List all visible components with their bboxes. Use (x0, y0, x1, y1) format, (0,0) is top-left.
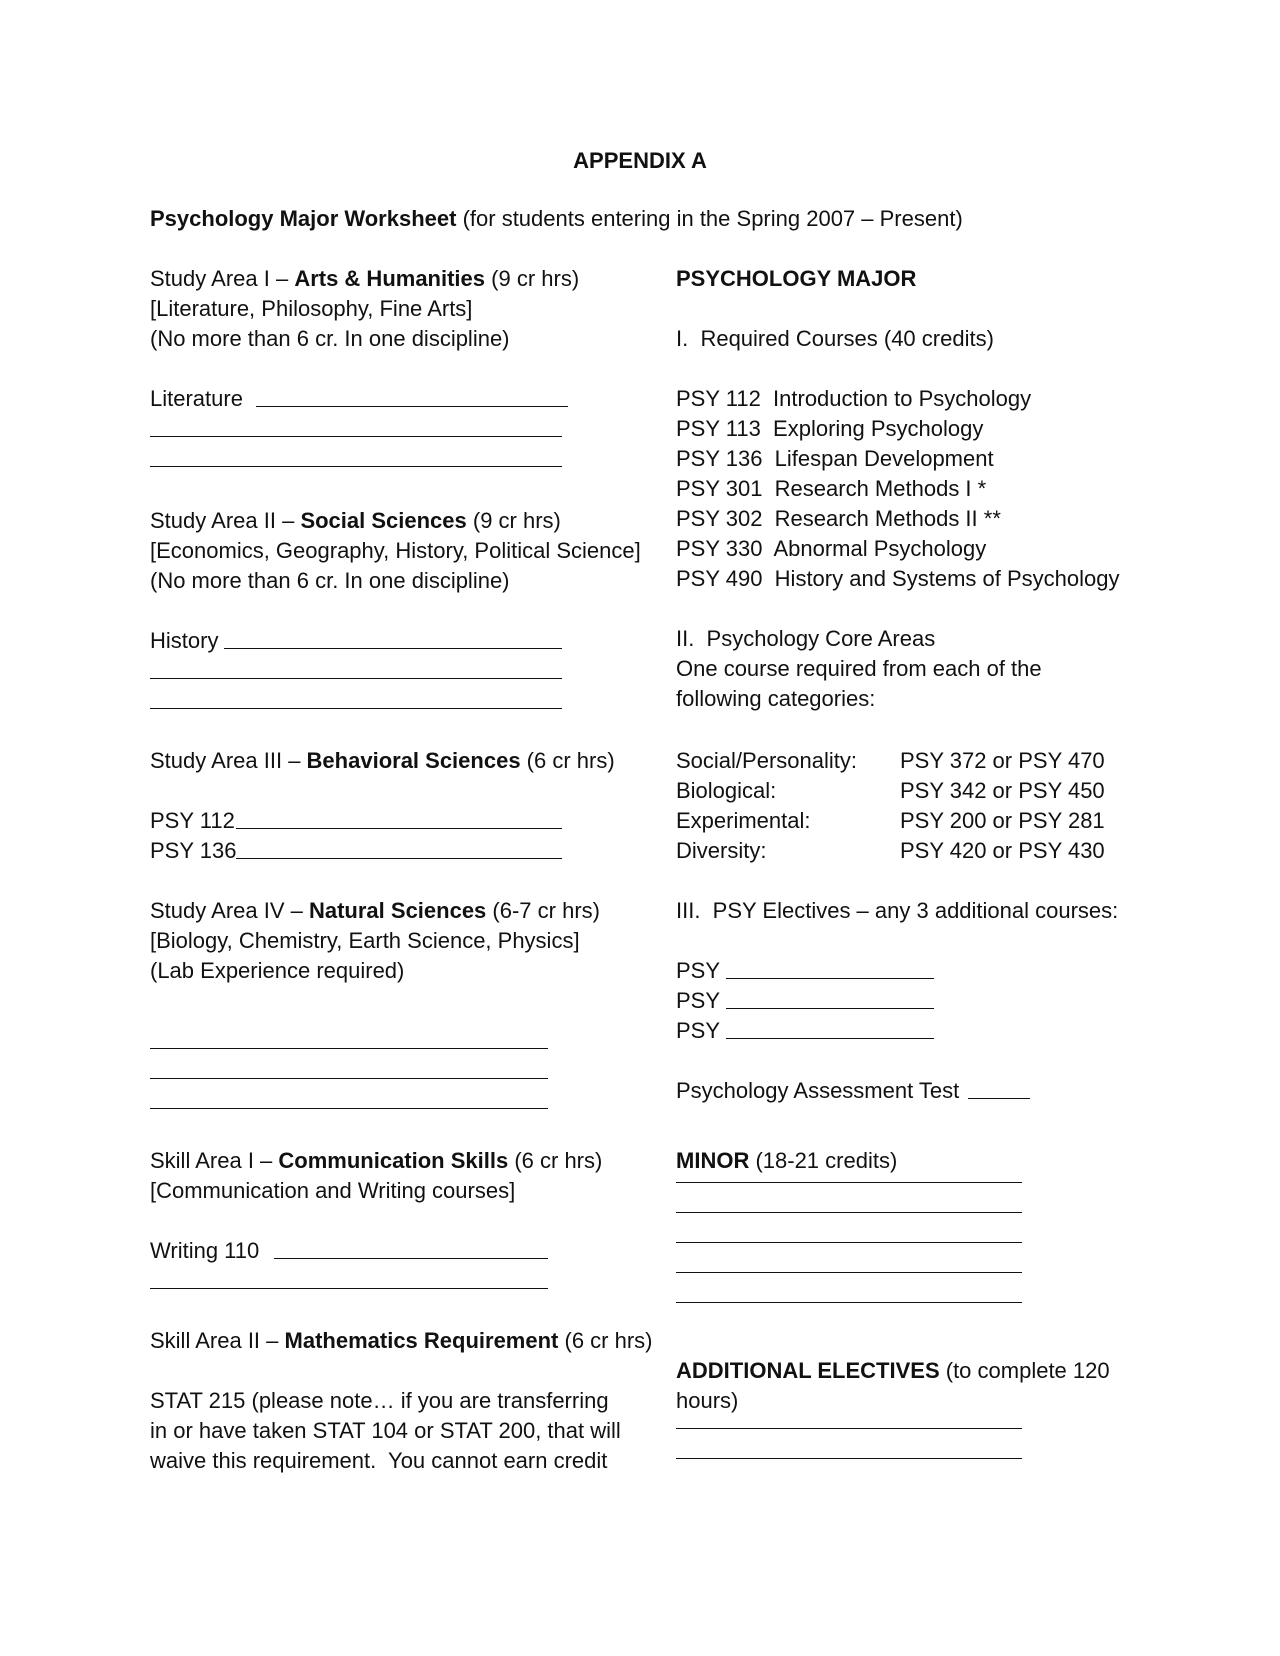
stat-note-line3: waive this requirement. You cannot earn credit (150, 1448, 608, 1473)
literature-label: Literature (150, 386, 250, 411)
sa4-blank-3[interactable] (150, 1108, 548, 1109)
study-area-2-heading (150, 506, 561, 536)
additional-electives-line2: hours) (676, 1388, 739, 1413)
sa2-line1: [Economics, Geography, History, Political Science] (150, 538, 641, 563)
additional-electives-heading (676, 1356, 1110, 1386)
sa1-blank-2[interactable] (150, 436, 562, 437)
study-area-3-heading (150, 746, 615, 776)
study-area-1-heading (150, 264, 579, 294)
sk2-name: Mathematics Requirement (284, 1328, 559, 1353)
psychology-major-title: PSYCHOLOGY MAJOR (676, 266, 917, 291)
psy-elective-label: PSY (676, 988, 721, 1013)
required-course-5: PSY 302 Research Methods II ** (676, 506, 1001, 531)
skill-area-1-heading (150, 1146, 602, 1176)
sa4-name: Natural Sciences (308, 898, 487, 923)
electives-title: III. PSY Electives – any 3 additional courses: (676, 898, 1119, 923)
addl-title: ADDITIONAL ELECTIVES (676, 1358, 940, 1383)
sa2-line2: (No more than 6 cr. In one discipline) (150, 568, 510, 593)
history-label: History (150, 628, 219, 653)
minor-heading (676, 1146, 897, 1176)
sa2-blank-2[interactable] (150, 678, 562, 679)
sa3-hours: (6 cr hrs) (520, 748, 615, 773)
minor-blank[interactable] (676, 1182, 1022, 1183)
worksheet-title (150, 204, 963, 234)
psy-elective-blank[interactable] (726, 1008, 934, 1009)
sa2-prefix: Study Area II – (150, 508, 301, 533)
required-course-2: PSY 113 Exploring Psychology (676, 416, 984, 441)
core-area-name: Biological: (676, 778, 777, 803)
sk1-name: Communication Skills (278, 1148, 509, 1173)
sa4-line1: [Biology, Chemistry, Earth Science, Physics] (150, 928, 580, 953)
core-area-courses: PSY 372 or PSY 470 (900, 748, 1105, 773)
writing110-blank[interactable] (274, 1258, 548, 1259)
assessment-test-label: Psychology Assessment Test (676, 1078, 966, 1103)
core-area-name: Social/Personality: (676, 748, 857, 773)
sa1-prefix: Study Area I – (150, 266, 295, 291)
stat-note-line2: in or have taken STAT 104 or STAT 200, that will (150, 1418, 621, 1443)
sa4-hours: (6-7 cr hrs) (486, 898, 600, 923)
required-course-6: PSY 330 Abnormal Psychology (676, 536, 987, 561)
additional-elective-blank[interactable] (676, 1428, 1022, 1429)
core-areas-line1: One course required from each of the (676, 656, 1042, 681)
psy112-label: PSY 112 (150, 808, 241, 833)
sa4-blank-2[interactable] (150, 1078, 548, 1079)
psy136-label: PSY 136 (150, 838, 243, 863)
minor-blank[interactable] (676, 1272, 1022, 1273)
sa3-name: Behavioral Sciences (306, 748, 521, 773)
required-course-4: PSY 301 Research Methods I * (676, 476, 987, 501)
sa4-line2: (Lab Experience required) (150, 958, 405, 983)
sk1-hours: (6 cr hrs) (508, 1148, 603, 1173)
psy-elective-blank[interactable] (726, 978, 934, 979)
literature-blank[interactable] (256, 406, 568, 407)
core-area-courses: PSY 420 or PSY 430 (900, 838, 1105, 863)
sa1-line1: [Literature, Philosophy, Fine Arts] (150, 296, 473, 321)
writing110-label: Writing 110 (150, 1238, 266, 1263)
psy-elective-blank[interactable] (726, 1038, 934, 1039)
sa4-blank-1[interactable] (150, 1048, 548, 1049)
core-area-name: Diversity: (676, 838, 767, 863)
appendix-title: APPENDIX A (573, 148, 707, 173)
sk1-blank-2[interactable] (150, 1288, 548, 1289)
core-area-courses: PSY 200 or PSY 281 (900, 808, 1105, 833)
sa2-name: Social Sciences (300, 508, 467, 533)
minor-title: MINOR (676, 1148, 750, 1173)
psy-elective-label: PSY (676, 1018, 721, 1043)
history-blank[interactable] (224, 648, 562, 649)
sa2-hours: (9 cr hrs) (466, 508, 561, 533)
minor-blank[interactable] (676, 1302, 1022, 1303)
core-area-courses: PSY 342 or PSY 450 (900, 778, 1105, 803)
core-area-name: Experimental: (676, 808, 811, 833)
minor-blank[interactable] (676, 1212, 1022, 1213)
psy-elective-label: PSY (676, 958, 721, 983)
assessment-test-blank[interactable] (968, 1098, 1030, 1099)
sa1-blank-3[interactable] (150, 466, 562, 467)
stat-note-line1: STAT 215 (please note… if you are transferring (150, 1388, 609, 1413)
sk2-hours: (6 cr hrs) (558, 1328, 653, 1353)
minor-blank[interactable] (676, 1242, 1022, 1243)
sk1-line1: [Communication and Writing courses] (150, 1178, 516, 1203)
addl-rest1: (to complete 120 (939, 1358, 1110, 1383)
worksheet-title-bold: Psychology Major Worksheet (150, 206, 457, 231)
required-courses-title: I. Required Courses (40 credits) (676, 326, 994, 351)
sa1-hours: (9 cr hrs) (485, 266, 580, 291)
sa2-blank-3[interactable] (150, 708, 562, 709)
sa3-prefix: Study Area III – (150, 748, 307, 773)
sa1-name: Arts & Humanities (294, 266, 486, 291)
required-course-3: PSY 136 Lifespan Development (676, 446, 994, 471)
skill-area-2-heading (150, 1326, 653, 1356)
study-area-4-heading (150, 896, 600, 926)
core-areas-title: II. Psychology Core Areas (676, 626, 936, 651)
psy112-blank[interactable] (236, 828, 562, 829)
minor-credits: (18-21 credits) (749, 1148, 898, 1173)
sa1-line2: (No more than 6 cr. In one discipline) (150, 326, 510, 351)
sa4-prefix: Study Area IV – (150, 898, 309, 923)
additional-elective-blank[interactable] (676, 1458, 1022, 1459)
sk1-prefix: Skill Area I – (150, 1148, 279, 1173)
psy136-blank[interactable] (236, 858, 562, 859)
core-areas-line2: following categories: (676, 686, 876, 711)
required-course-1: PSY 112 Introduction to Psychology (676, 386, 1032, 411)
worksheet-subtitle: (for students entering in the Spring 2007 – Present) (462, 206, 963, 231)
sk2-prefix: Skill Area II – (150, 1328, 285, 1353)
required-course-7: PSY 490 History and Systems of Psychology (676, 566, 1120, 591)
